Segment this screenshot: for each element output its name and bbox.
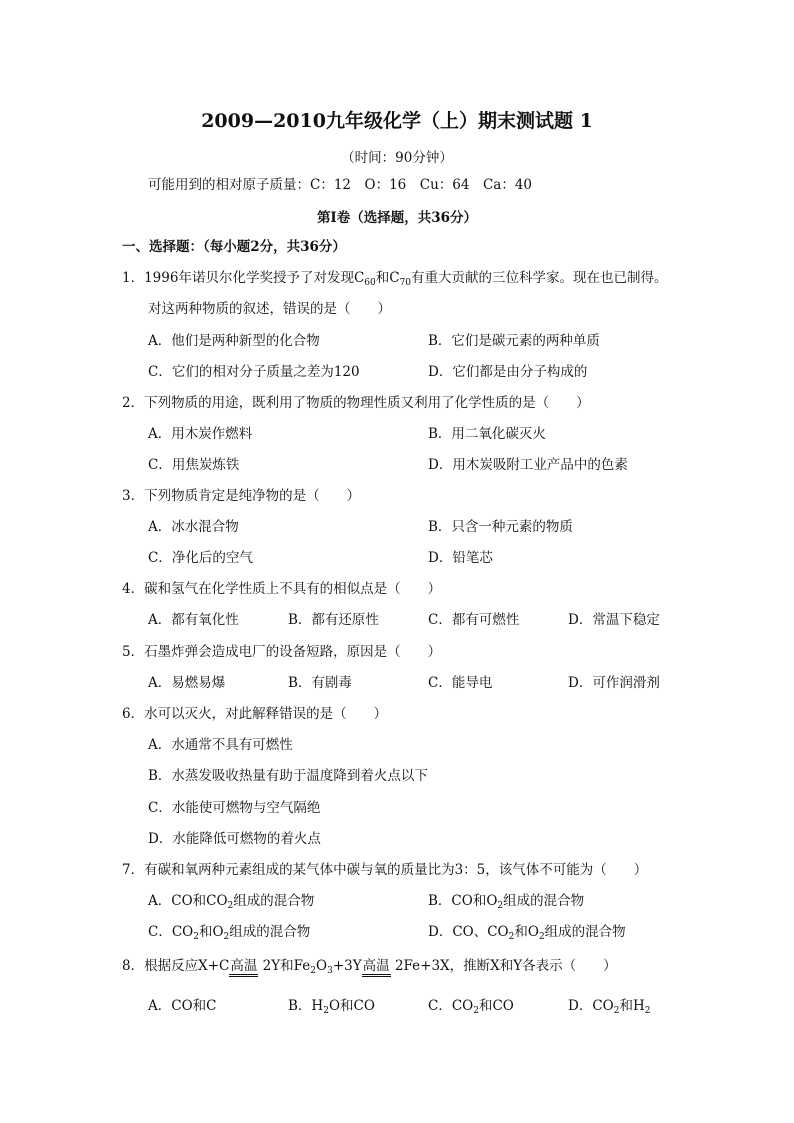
question-1-option-d: D．它们都是由分子构成的 [428, 364, 588, 380]
question-5-option-b: B．有剧毒 [288, 675, 352, 691]
question-1-option-a: A．他们是两种新型的化合物 [148, 333, 320, 349]
question-6-option-c: C．水能使可燃物与空气隔绝 [148, 800, 321, 816]
question-3-option-c: C．净化后的空气 [148, 550, 253, 566]
question-5-option-c: C．能导电 [428, 675, 493, 691]
question-3-stem: 3．下列物质肯定是纯净物的是（ ） [122, 488, 361, 504]
question-4-option-d: D．常温下稳定 [568, 612, 660, 628]
question-1-option-b: B．它们是碳元素的两种单质 [428, 333, 600, 349]
section-heading: 第Ⅰ卷（选择题，共36分） [316, 210, 478, 226]
question-3-option-b: B．只含一种元素的物质 [428, 519, 573, 535]
question-3-option-a: A．冰水混合物 [148, 519, 239, 535]
question-5-stem: 5．石墨炸弹会造成电厂的设备短路，原因是（ ） [122, 644, 442, 660]
question-2-option-c: C．用焦炭炼铁 [148, 457, 240, 473]
question-8-option-a: A．CO和C [148, 998, 217, 1014]
question-6-option-a: A．水通常不具有可燃性 [148, 737, 293, 753]
question-2-option-b: B．用二氧化碳灭火 [428, 426, 546, 442]
exam-title: 2009—2010九年级化学（上）期末测试题 1 [201, 110, 593, 132]
question-3-option-d: D．铅笔芯 [428, 550, 493, 566]
question-7-option-a: A．CO和$CO_2$组成的混合物 [148, 893, 315, 911]
question-1-option-c: C．它们的相对分子质量之差为120 [148, 364, 360, 380]
question-2-option-d: D．用木炭吸附工业产品中的色素 [428, 457, 628, 473]
question-7-stem: 7．有碳和氧两种元素组成的某气体中碳与氧的质量比为3：5，该气体不可能为（ ） [122, 862, 648, 878]
reaction-condition-high-temp: 高温 [229, 957, 258, 975]
question-8-option-d: D．$CO_2$和$H_2$ [568, 998, 651, 1016]
part-heading: 一、选择题：（每小题2分，共36分） [122, 239, 346, 255]
question-8-stem: 8．根据反应X+C高温 2Y和$Fe_2O_3+3Y$高温 2Fe+3X，推断X和Y各表示（ ） [122, 958, 617, 976]
question-7-option-d: D．CO、$CO_2$和$O_2$组成的混合物 [428, 924, 626, 942]
question-1-stem-line2: 对这两种物质的叙述，错误的是（ ） [148, 301, 391, 317]
atomic-mass-note: 可能用到的相对原子质量：C：12 O：16 Cu：64 Ca：40 [148, 177, 533, 193]
question-6-stem: 6．水可以灭火，对此解释错误的是（ ） [122, 706, 388, 722]
question-7-option-c: C．$CO_2$和$O_2$组成的混合物 [148, 924, 311, 942]
question-2-option-a: A．用木炭作燃料 [148, 426, 253, 442]
question-8-option-b: B．$H_2O$和CO [288, 998, 375, 1016]
question-6-option-d: D．水能降低可燃物的着火点 [148, 831, 321, 847]
question-4-option-a: A．都有氧化性 [148, 612, 239, 628]
question-7-option-b: B．CO和$O_2$组成的混合物 [428, 893, 585, 911]
question-4-option-b: B．都有还原性 [288, 612, 379, 628]
question-4-stem: 4．碳和氢气在化学性质上不具有的相似点是（ ） [122, 581, 442, 597]
question-5-option-a: A．易燃易爆 [148, 675, 226, 691]
question-2-stem: 2．下列物质的用途，既利用了物质的物理性质又利用了化学性质的是（ ） [122, 395, 590, 411]
time-note: （时间：90分钟） [341, 150, 453, 166]
question-1-stem: 1．1996年诺贝尔化学奖授予了对发现$C_{60}$和$C_{70}$有重大贡献的三位科学家。现在也已制得。 [122, 270, 668, 288]
question-5-option-d: D．可作润滑剂 [568, 675, 660, 691]
question-8-option-c: C．$CO_2$和CO [428, 998, 514, 1016]
question-4-option-c: C．都有可燃性 [428, 612, 520, 628]
question-6-option-b: B．水蒸发吸收热量有助于温度降到着火点以下 [148, 768, 428, 784]
reaction-condition-high-temp: 高温 [362, 957, 391, 975]
